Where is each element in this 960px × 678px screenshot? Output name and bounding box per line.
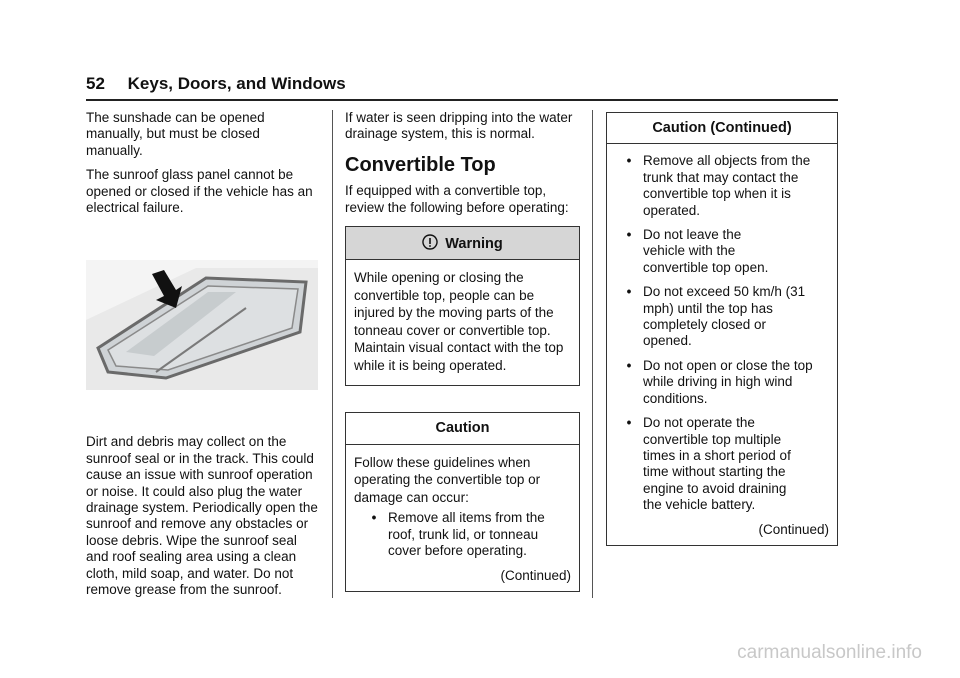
column-3 xyxy=(606,110,838,546)
convertible-top-heading: Convertible Top xyxy=(345,153,496,176)
watermark: carmanualsonline.info xyxy=(737,642,922,663)
bullet-glyph: • xyxy=(626,227,632,243)
list-item xyxy=(615,153,829,219)
section-title: Keys, Doors, and Windows xyxy=(127,74,346,93)
bullet-text: Do not operate the convertible top multiple times in a short period of time without starting the engine to avoid draining the vehicle battery. xyxy=(643,415,791,513)
caution-bullet-text: Remove all items from the roof, trunk lid, or tonneau cover before operating. xyxy=(388,510,545,559)
bullet-glyph: • xyxy=(626,153,632,169)
convertible-intro: If equipped with a convertible top, review the following before operating: xyxy=(345,183,569,215)
column-1 xyxy=(86,110,318,607)
page-number: 52 xyxy=(86,74,105,93)
continued-label: (Continued) xyxy=(758,521,829,537)
warning-header xyxy=(346,227,579,260)
bullet-text: Do not exceed 50 km/h (31 mph) until the top has completely closed or opened. xyxy=(643,284,806,349)
bullet-text: Remove all objects from the trunk that may contact the convertible top when it is operated. xyxy=(643,153,811,218)
list-item xyxy=(615,358,829,407)
caution-intro: Follow these guidelines when operating the convertible top or damage can occur: xyxy=(354,454,541,505)
warning-box xyxy=(345,226,580,386)
header-rule xyxy=(86,99,838,101)
caution-box xyxy=(345,412,580,592)
drainage-paragraph: If water is seen dripping into the water drainage system, this is normal. xyxy=(345,110,573,142)
bullet-glyph: • xyxy=(626,415,632,431)
caution-continued-box xyxy=(606,112,838,546)
warning-body: While opening or closing the convertible top, people can be injured by the moving parts of the tonneau cover or convertible top. Maintain visual contact with the top while it is being operated. xyxy=(354,270,564,373)
bullet-glyph: • xyxy=(626,357,632,373)
warning-title: Warning xyxy=(445,236,503,253)
page-header xyxy=(86,74,346,94)
warning-icon xyxy=(422,234,438,250)
column-divider xyxy=(332,110,333,598)
maintenance-paragraph: Dirt and debris may collect on the sunroof seal or in the track. This could cause an issue with sunroof operation or noise. It could also plug the water drainage system. Periodically open the sunroof and remove any obstacles or loose debris. Wipe the sunroof seal and roof sealing area using a clean cloth, mild soap, and water. Do not remove grease from the sunroof. xyxy=(86,434,318,598)
caution-continued-header: Caution (Continued) xyxy=(607,113,837,144)
list-item xyxy=(360,510,571,559)
continued-label: (Continued) xyxy=(500,567,571,583)
bullet-text: Do not open or close the top while driving in high wind conditions. xyxy=(643,357,813,406)
bullet-glyph: • xyxy=(626,284,632,300)
glass-panel-paragraph: The sunroof glass panel cannot be opened or closed if the vehicle has an electrical failure. xyxy=(86,167,313,216)
bullet-glyph: • xyxy=(371,510,377,526)
list-item xyxy=(615,284,829,350)
bullet-text: Do not leave the vehicle with the convertible top open. xyxy=(643,227,769,275)
sunshade-paragraph: The sunshade can be opened manually, but must be closed manually. xyxy=(86,110,265,158)
caution-header: Caution xyxy=(346,413,579,444)
column-divider xyxy=(592,110,593,598)
list-item xyxy=(615,415,829,513)
list-item xyxy=(615,227,829,276)
column-2 xyxy=(345,110,580,592)
sunroof-illustration xyxy=(86,260,318,390)
